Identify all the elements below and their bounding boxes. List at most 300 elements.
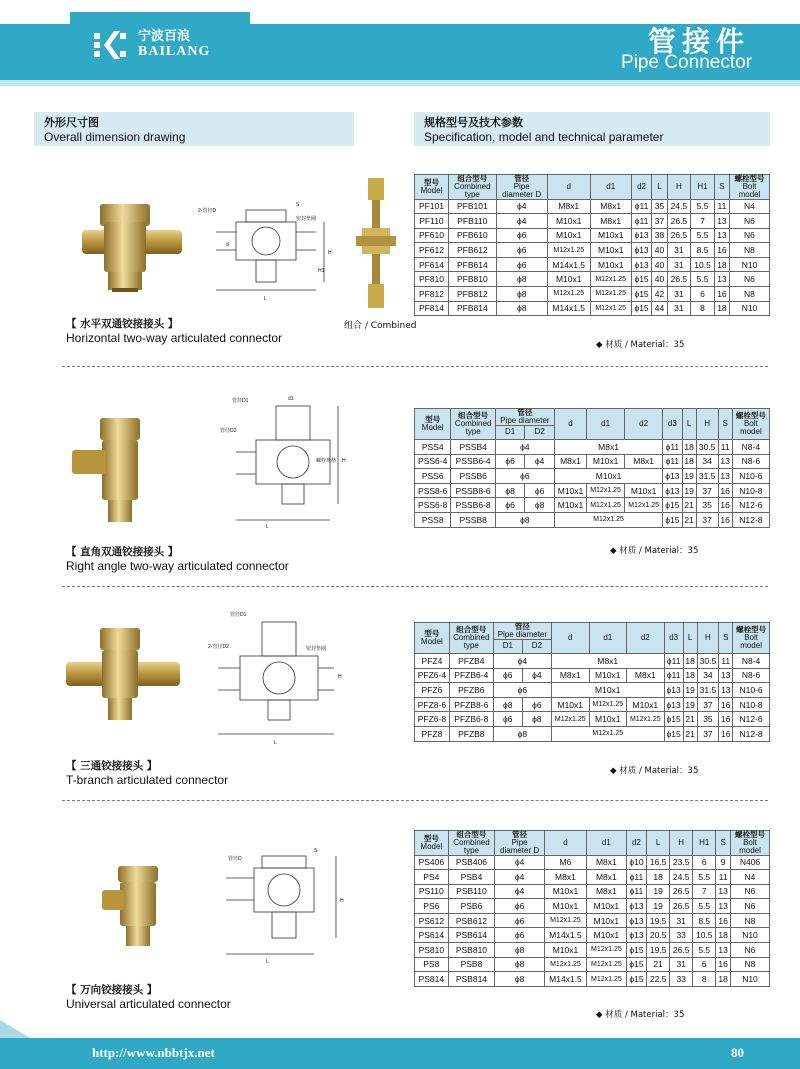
table-cell: 21: [647, 957, 670, 972]
table-cell: 31: [670, 913, 693, 928]
table-cell: M8x1: [551, 668, 589, 683]
table-cell: ϕ8: [496, 272, 547, 287]
table-cell: 16: [714, 287, 729, 302]
table-cell: ϕ13: [626, 928, 646, 943]
table-cell: 19.5: [647, 943, 670, 958]
table-cell: PSB4: [448, 870, 495, 885]
table-cell: 31: [667, 243, 691, 258]
col-l: L: [647, 831, 670, 856]
t-branch-connector-drawing: [200, 608, 350, 748]
table-cell: ϕ6: [496, 228, 547, 243]
table-cell: ϕ4: [496, 199, 547, 214]
table-cell: 16: [718, 483, 732, 498]
table-row: [415, 870, 770, 885]
label-seal: 密封垫圈: [306, 646, 327, 652]
table-cell: 18: [716, 928, 731, 943]
col-pipe-d: 管径 Pipe diameter D: [495, 831, 545, 856]
label-l: L: [266, 524, 269, 530]
table-cell: 20.5: [647, 928, 670, 943]
col-d1-pipe: D1: [493, 639, 522, 654]
caption-cn: 【 水平双通铰接接头 】: [66, 318, 179, 330]
table-cell: 30.5: [696, 440, 718, 455]
header-bar: [0, 0, 800, 80]
table-cell: 31: [667, 287, 691, 302]
table-cell: 31.5: [696, 469, 718, 484]
table-cell: ϕ6: [495, 913, 545, 928]
label-h: H: [342, 458, 346, 464]
table-cell: PFB610: [448, 228, 496, 243]
table-cell: ϕ4: [493, 654, 551, 669]
combined-label: 组合 / Combined: [344, 321, 417, 331]
table-cell: M10x1: [590, 257, 631, 272]
table-cell: M14x1.5: [547, 257, 590, 272]
t-branch-connector-caption: [66, 760, 228, 787]
table-cell: M10x1: [590, 228, 631, 243]
divider: [62, 366, 768, 367]
spec-table-right-angle: [414, 408, 770, 528]
table-cell: 5.5: [693, 870, 716, 885]
table-cell: ϕ13: [631, 228, 652, 243]
logo-en: BAILANG: [138, 44, 211, 60]
col-l: L: [652, 175, 667, 200]
table-cell: 13: [714, 228, 729, 243]
table-row: [415, 972, 770, 987]
header-underline: [0, 80, 800, 86]
left-section-en: Overall dimension drawing: [44, 130, 186, 144]
table-cell: N6: [730, 943, 769, 958]
table-cell: PF810: [415, 272, 449, 287]
table-row: [415, 199, 770, 214]
caption-en: Universal articulated connector: [66, 996, 231, 1011]
table-row: [415, 228, 770, 243]
table-cell: N8: [729, 287, 769, 302]
footer-url-link[interactable]: http://www.nbbtjx.net: [92, 1045, 215, 1060]
col-h: H: [670, 831, 693, 856]
table-cell: M10x1: [589, 668, 627, 683]
table-cell: ϕ13: [664, 683, 683, 698]
table-cell: 35: [652, 199, 667, 214]
table-cell: N10: [730, 928, 769, 943]
table-cell: 5.5: [691, 272, 715, 287]
right-angle-connector-photo: [72, 418, 152, 536]
table-cell: 11: [718, 440, 732, 455]
right-angle-connector-drawing: [206, 392, 356, 532]
table-cell: 26.5: [670, 884, 693, 899]
caption-en: T-branch articulated connector: [66, 772, 229, 787]
table-row: [415, 943, 770, 958]
table-cell: ϕ4: [495, 440, 554, 455]
table-cell: 18: [683, 668, 697, 683]
label-h: H: [328, 250, 332, 256]
table-cell: ϕ8: [496, 301, 547, 316]
table-cell: ϕ8: [525, 498, 555, 513]
table-row: [415, 884, 770, 899]
table-cell: 13: [714, 272, 729, 287]
col-pipe-d: 管径 Pipe diameter D: [496, 175, 547, 200]
table-cell: ϕ15: [663, 498, 682, 513]
table-row: [415, 513, 770, 528]
table-cell: M10x1: [586, 913, 626, 928]
table-cell: 31.5: [697, 683, 719, 698]
table-cell: ϕ4: [495, 870, 545, 885]
table-cell: M10x1: [554, 498, 586, 513]
table-row: [415, 668, 770, 683]
table-cell: N8: [730, 957, 769, 972]
table-cell: 21: [682, 513, 696, 528]
table-cell: 26.5: [670, 943, 693, 958]
right-angle-connector-caption: [66, 546, 289, 573]
table-cell: 18: [647, 870, 670, 885]
table-cell: PS612: [415, 913, 449, 928]
label-l: L: [274, 740, 277, 746]
table-cell: 16: [719, 727, 733, 742]
col-d1-pipe: D1: [495, 425, 525, 440]
table-cell: N4: [729, 199, 769, 214]
table-cell: M10x1: [544, 899, 586, 914]
table-cell: M12x1.25: [590, 301, 631, 316]
col-l: L: [682, 409, 696, 440]
table-cell: PSS8-6: [415, 483, 451, 498]
table-cell: ϕ13: [631, 243, 652, 258]
col-d1: d1: [590, 175, 631, 200]
table-cell: 34: [697, 668, 719, 683]
horizontal-connector-photo: [82, 196, 182, 306]
table-cell: 9: [716, 855, 731, 870]
table-cell: ϕ15: [631, 301, 652, 316]
table-cell: M8x1: [586, 855, 626, 870]
col-s: S: [718, 409, 732, 440]
table-cell: N6: [729, 214, 769, 229]
col-combined: 组合型号 Combined type: [448, 831, 495, 856]
table-cell: 16: [718, 498, 732, 513]
table-cell: PF612: [415, 243, 449, 258]
table-cell: ϕ13: [631, 257, 652, 272]
col-h: H: [696, 409, 718, 440]
left-section-header: [34, 112, 354, 146]
table-cell: M8x1: [586, 870, 626, 885]
table-row: [415, 454, 770, 469]
combined-connector-photo: [356, 176, 396, 316]
table-cell: 6: [693, 855, 716, 870]
table-row: [415, 654, 770, 669]
table-cell: 24.5: [667, 199, 691, 214]
table-cell: M12x1.25: [551, 727, 664, 742]
table-cell: ϕ6: [496, 257, 547, 272]
table-cell: PSB810: [448, 943, 495, 958]
table-cell: PSSB8: [451, 513, 496, 528]
spec-table-t-branch: [414, 622, 770, 742]
table-cell: PS406: [415, 855, 449, 870]
table-cell: 8: [691, 301, 715, 316]
table-cell: 16.5: [647, 855, 670, 870]
table-cell: 13: [716, 899, 731, 914]
right-section-header: [414, 112, 770, 146]
table-cell: PSSB6: [451, 469, 496, 484]
table-cell: ϕ11: [631, 199, 652, 214]
label-pipe-d1: 管径D1: [232, 398, 249, 404]
table-cell: PF610: [415, 228, 449, 243]
table-cell: 5.5: [693, 899, 716, 914]
col-d1: d1: [589, 623, 627, 654]
label-h1: H1: [318, 268, 325, 274]
table-cell: 19: [647, 899, 670, 914]
table-cell: 26.5: [670, 899, 693, 914]
col-h1: H1: [691, 175, 715, 200]
table-cell: PFB814: [448, 301, 496, 316]
table-cell: PSSB4: [451, 440, 496, 455]
table-cell: ϕ10: [626, 855, 646, 870]
table-cell: 18: [682, 454, 696, 469]
table-cell: ϕ6: [493, 683, 551, 698]
table-cell: M12x1.25: [547, 287, 590, 302]
col-bolt: 螺栓型号 Bolt model: [729, 175, 769, 200]
table-cell: ϕ8: [495, 972, 545, 987]
table-cell: ϕ11: [631, 214, 652, 229]
table-cell: 7: [693, 884, 716, 899]
table-cell: M12x1.25: [547, 243, 590, 258]
table-cell: 19: [683, 697, 697, 712]
table-cell: ϕ4: [495, 855, 545, 870]
table-cell: N12-6: [733, 712, 770, 727]
col-d: d: [547, 175, 590, 200]
table-cell: 31: [667, 301, 691, 316]
table-cell: PFB614: [448, 257, 496, 272]
table-cell: 26.5: [667, 272, 691, 287]
table-cell: ϕ13: [664, 697, 683, 712]
table-row: [415, 697, 770, 712]
logo-cn: 宁波百浪: [138, 29, 191, 45]
table-cell: PSSB6-8: [451, 498, 496, 513]
table-cell: ϕ13: [626, 899, 646, 914]
table-cell: PFZB6-8: [449, 712, 493, 727]
table-cell: M10x1: [547, 272, 590, 287]
table-cell: 10.5: [693, 928, 716, 943]
table-cell: ϕ13: [663, 483, 682, 498]
table-cell: ϕ15: [631, 287, 652, 302]
table-cell: M14x1.5: [544, 928, 586, 943]
table-cell: N12-8: [733, 727, 770, 742]
table-row: [415, 301, 770, 316]
col-h: H: [667, 175, 691, 200]
material-note: ◆ 材质 / Material：35: [610, 766, 699, 776]
table-cell: PS110: [415, 884, 449, 899]
table-row: [415, 214, 770, 229]
caption-cn: 【 万向铰接接头 】: [66, 984, 158, 996]
table-cell: ϕ15: [663, 513, 682, 528]
table-cell: 21: [682, 498, 696, 513]
table-cell: 33: [670, 928, 693, 943]
table-cell: PF814: [415, 301, 449, 316]
table-cell: 42: [652, 287, 667, 302]
table-cell: 26.5: [667, 228, 691, 243]
table-cell: M12x1.25: [590, 272, 631, 287]
col-d: d: [544, 831, 586, 856]
table-cell: PSB8: [448, 957, 495, 972]
table-cell: ϕ4: [495, 884, 545, 899]
label-l: L: [266, 959, 269, 965]
table-cell: 5.5: [691, 199, 715, 214]
col-d2: d2: [626, 831, 646, 856]
table-cell: 13: [718, 469, 732, 484]
table-cell: PSSB6-4: [451, 454, 496, 469]
table-cell: 40: [652, 257, 667, 272]
table-cell: PS814: [415, 972, 449, 987]
table-cell: PSB110: [448, 884, 495, 899]
table-cell: M10x1: [544, 943, 586, 958]
left-section-cn: 外形尺寸图: [44, 116, 99, 129]
table-cell: PF812: [415, 287, 449, 302]
table-cell: M8x1: [586, 884, 626, 899]
universal-connector-caption: [66, 984, 231, 1011]
table-cell: PFZB4: [449, 654, 493, 669]
table-cell: 5.5: [693, 943, 716, 958]
table-cell: M10x1: [551, 697, 589, 712]
table-cell: ϕ8: [522, 712, 551, 727]
table-cell: M12x1.25: [586, 957, 626, 972]
label-pipe-d: 管径D: [228, 856, 242, 862]
table-cell: ϕ15: [664, 712, 683, 727]
table-cell: 21: [683, 727, 697, 742]
material-note: ◆ 材质 / Material：35: [610, 546, 699, 556]
table-cell: ϕ15: [631, 272, 652, 287]
table-row: [415, 913, 770, 928]
table-cell: ϕ6: [493, 712, 522, 727]
table-cell: N6: [730, 884, 769, 899]
table-cell: 16: [719, 712, 733, 727]
table-cell: PSB814: [448, 972, 495, 987]
table-cell: N10: [729, 257, 769, 272]
table-cell: 16: [719, 697, 733, 712]
divider: [62, 800, 768, 801]
label-pipe-d2: 管径D2: [220, 428, 237, 434]
label-h: H: [340, 898, 344, 904]
table-cell: ϕ6: [522, 697, 551, 712]
col-model: 型号 Model: [415, 831, 449, 856]
table-cell: PFZ6: [415, 683, 450, 698]
table-cell: M12x1.25: [627, 712, 665, 727]
table-cell: M12x1.25: [554, 513, 662, 528]
table-cell: 19: [682, 483, 696, 498]
table-cell: ϕ13: [663, 469, 682, 484]
col-d3: d3: [664, 623, 683, 654]
table-cell: M8x1: [544, 870, 586, 885]
table-cell: M12x1.25: [551, 712, 589, 727]
col-s: S: [716, 831, 731, 856]
table-cell: 16: [716, 913, 731, 928]
table-cell: ϕ4: [525, 454, 555, 469]
table-row: [415, 498, 770, 513]
table-cell: ϕ6: [495, 928, 545, 943]
col-bolt: 螺栓型号 Bolt model: [730, 831, 769, 856]
table-cell: 8.5: [691, 243, 715, 258]
col-d2: d2: [631, 175, 652, 200]
table-cell: N10: [729, 301, 769, 316]
logo-mark-icon: [90, 25, 130, 65]
table-cell: N406: [730, 855, 769, 870]
table-cell: 19: [682, 469, 696, 484]
table-cell: PS6: [415, 899, 449, 914]
table-cell: M10x1: [627, 697, 665, 712]
table-cell: PFZ8-6: [415, 697, 450, 712]
table-cell: M12x1.25: [589, 697, 627, 712]
caption-cn: 【 三通铰接接头 】: [66, 760, 158, 772]
table-cell: ϕ11: [626, 870, 646, 885]
table-cell: 6: [693, 957, 716, 972]
table-cell: 33: [670, 972, 693, 987]
label-d2: d: [226, 242, 229, 248]
table-cell: ϕ11: [663, 454, 682, 469]
table-row: [415, 683, 770, 698]
table-cell: M10x1: [625, 483, 663, 498]
table-cell: 13: [716, 884, 731, 899]
table-row: [415, 440, 770, 455]
table-cell: 18: [714, 257, 729, 272]
table-cell: M8x1: [590, 214, 631, 229]
label-seal: 密封垫圈: [296, 216, 317, 222]
page-title-en: Pipe Connector: [621, 52, 752, 73]
spec-table-horizontal: [414, 174, 770, 316]
t-branch-connector-photo: [66, 628, 180, 724]
table-cell: M8x1: [551, 654, 664, 669]
table-cell: ϕ4: [522, 668, 551, 683]
universal-connector-photo: [102, 866, 166, 950]
caption-en: Right angle two-way articulated connector: [66, 558, 289, 573]
table-cell: ϕ15: [664, 727, 683, 742]
table-cell: M10x1: [587, 454, 625, 469]
table-cell: M10x1: [547, 214, 590, 229]
table-cell: N8-4: [732, 440, 769, 455]
label-pipe-d1: 管径D1: [230, 612, 247, 618]
table-cell: M8x1: [554, 440, 662, 455]
table-cell: PFZB8: [449, 727, 493, 742]
logo: [70, 12, 250, 78]
caption-cn: 【 直角双通铰接接头 】: [66, 546, 179, 558]
table-cell: M12x1.25: [544, 957, 586, 972]
label-bolt-size: 螺栓规格: [316, 458, 337, 464]
table-cell: 13: [718, 454, 732, 469]
table-cell: ϕ4: [496, 214, 547, 229]
table-row: [415, 712, 770, 727]
table-cell: M10x1: [586, 899, 626, 914]
col-s: S: [714, 175, 729, 200]
table-cell: PFZB6-4: [449, 668, 493, 683]
table-cell: M10x1: [554, 483, 586, 498]
table-cell: 37: [697, 727, 719, 742]
table-row: [415, 287, 770, 302]
table-cell: PSB406: [448, 855, 495, 870]
table-cell: 21: [683, 712, 697, 727]
table-cell: PSSB8-6: [451, 483, 496, 498]
horizontal-connector-caption: [66, 318, 282, 345]
table-row: [415, 855, 770, 870]
table-cell: ϕ8: [493, 727, 551, 742]
table-cell: N8-4: [733, 654, 770, 669]
table-cell: ϕ15: [626, 972, 646, 987]
table-cell: ϕ8: [495, 957, 545, 972]
table-cell: M10x1: [554, 469, 662, 484]
universal-connector-drawing: [196, 842, 356, 966]
table-cell: 6: [691, 287, 715, 302]
col-model: 型号 Model: [415, 623, 450, 654]
label-s: S: [314, 848, 318, 854]
table-cell: ϕ6: [493, 668, 522, 683]
table-cell: 18: [714, 301, 729, 316]
table-cell: 8: [693, 972, 716, 987]
table-cell: 18: [683, 654, 697, 669]
footer-corner: [0, 1020, 30, 1038]
table-cell: ϕ11: [664, 654, 683, 669]
table-cell: ϕ13: [626, 913, 646, 928]
